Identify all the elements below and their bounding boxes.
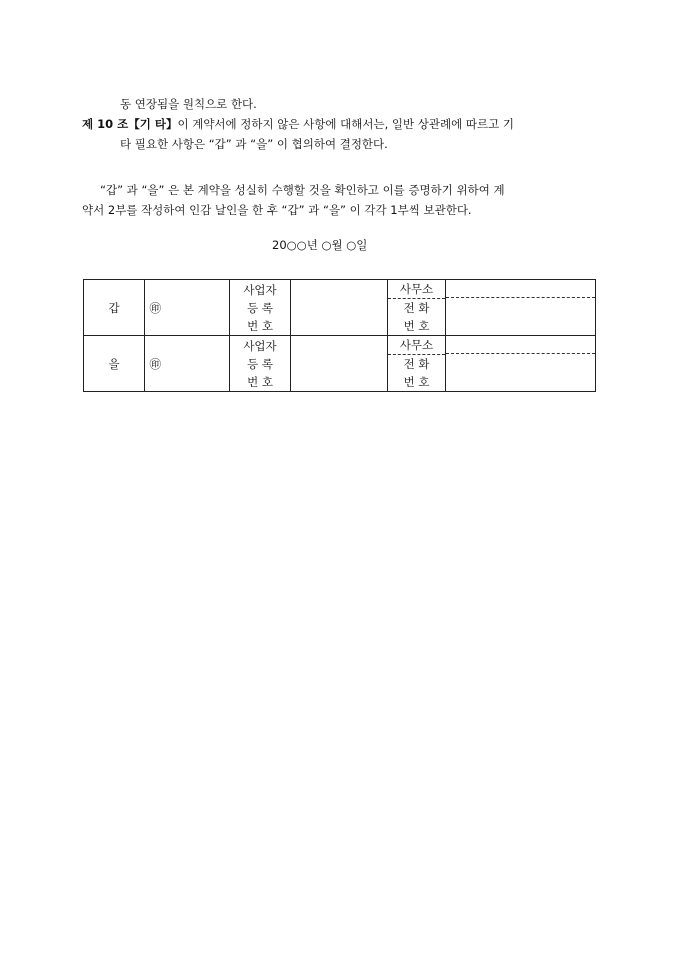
office-label: 사무소 [388, 336, 445, 355]
office-address-value [446, 280, 595, 298]
business-registration-label [230, 336, 291, 392]
article-10-text: 이 계약서에 정하지 않은 사항에 대해서는, 일반 상관례에 따르고 기 [177, 117, 514, 131]
label-part: 번 호 [247, 318, 273, 333]
seal-mark: ㊞ [145, 336, 230, 392]
article-10-heading: 제 10 조【기 타】 [82, 117, 178, 131]
business-registration-value [291, 280, 388, 336]
contract-date: 20○○년 ○월 ○일 [272, 238, 368, 252]
business-registration-label [230, 280, 291, 336]
label-part: 사업자 [243, 282, 277, 297]
closing-paragraph-line-2: 약서 2부를 작성하여 인감 날인을 한 후 “갑” 과 “을” 이 각각 1부씩 보관한다. [82, 203, 472, 217]
table-row [84, 336, 596, 392]
phone-label-part: 전 화 [403, 301, 430, 315]
seal-mark: ㊞ [145, 280, 230, 336]
article-10-line [82, 116, 514, 132]
table-row [84, 280, 596, 336]
office-phone-value [446, 336, 596, 392]
article-10-continuation: 타 필요한 사항은 “갑” 과 “을” 이 협의하여 결정한다. [120, 137, 388, 151]
label-part: 번 호 [247, 374, 273, 389]
party-gap-cell: 갑 [84, 280, 145, 336]
office-phone-value [446, 280, 596, 336]
paragraph-line: 동 연장됨을 원칙으로 한다. [120, 97, 257, 111]
phone-label-part: 전 화 [403, 357, 430, 371]
label-part: 사업자 [243, 338, 277, 353]
closing-paragraph-line-1: “갑” 과 “을” 은 본 계약을 성실히 수행할 것을 확인하고 이를 증명하기 위하여 계 [100, 183, 505, 197]
office-phone-label [388, 280, 446, 336]
office-phone-label [388, 336, 446, 392]
office-label: 사무소 [388, 280, 445, 299]
office-address-value [446, 336, 595, 354]
phone-label-part: 번 호 [403, 375, 430, 389]
phone-label-part: 번 호 [403, 319, 430, 333]
business-registration-value [291, 336, 388, 392]
label-part: 등 록 [247, 356, 273, 371]
signature-table [83, 279, 596, 392]
label-part: 등 록 [247, 300, 273, 315]
party-eul-cell: 을 [84, 336, 145, 392]
